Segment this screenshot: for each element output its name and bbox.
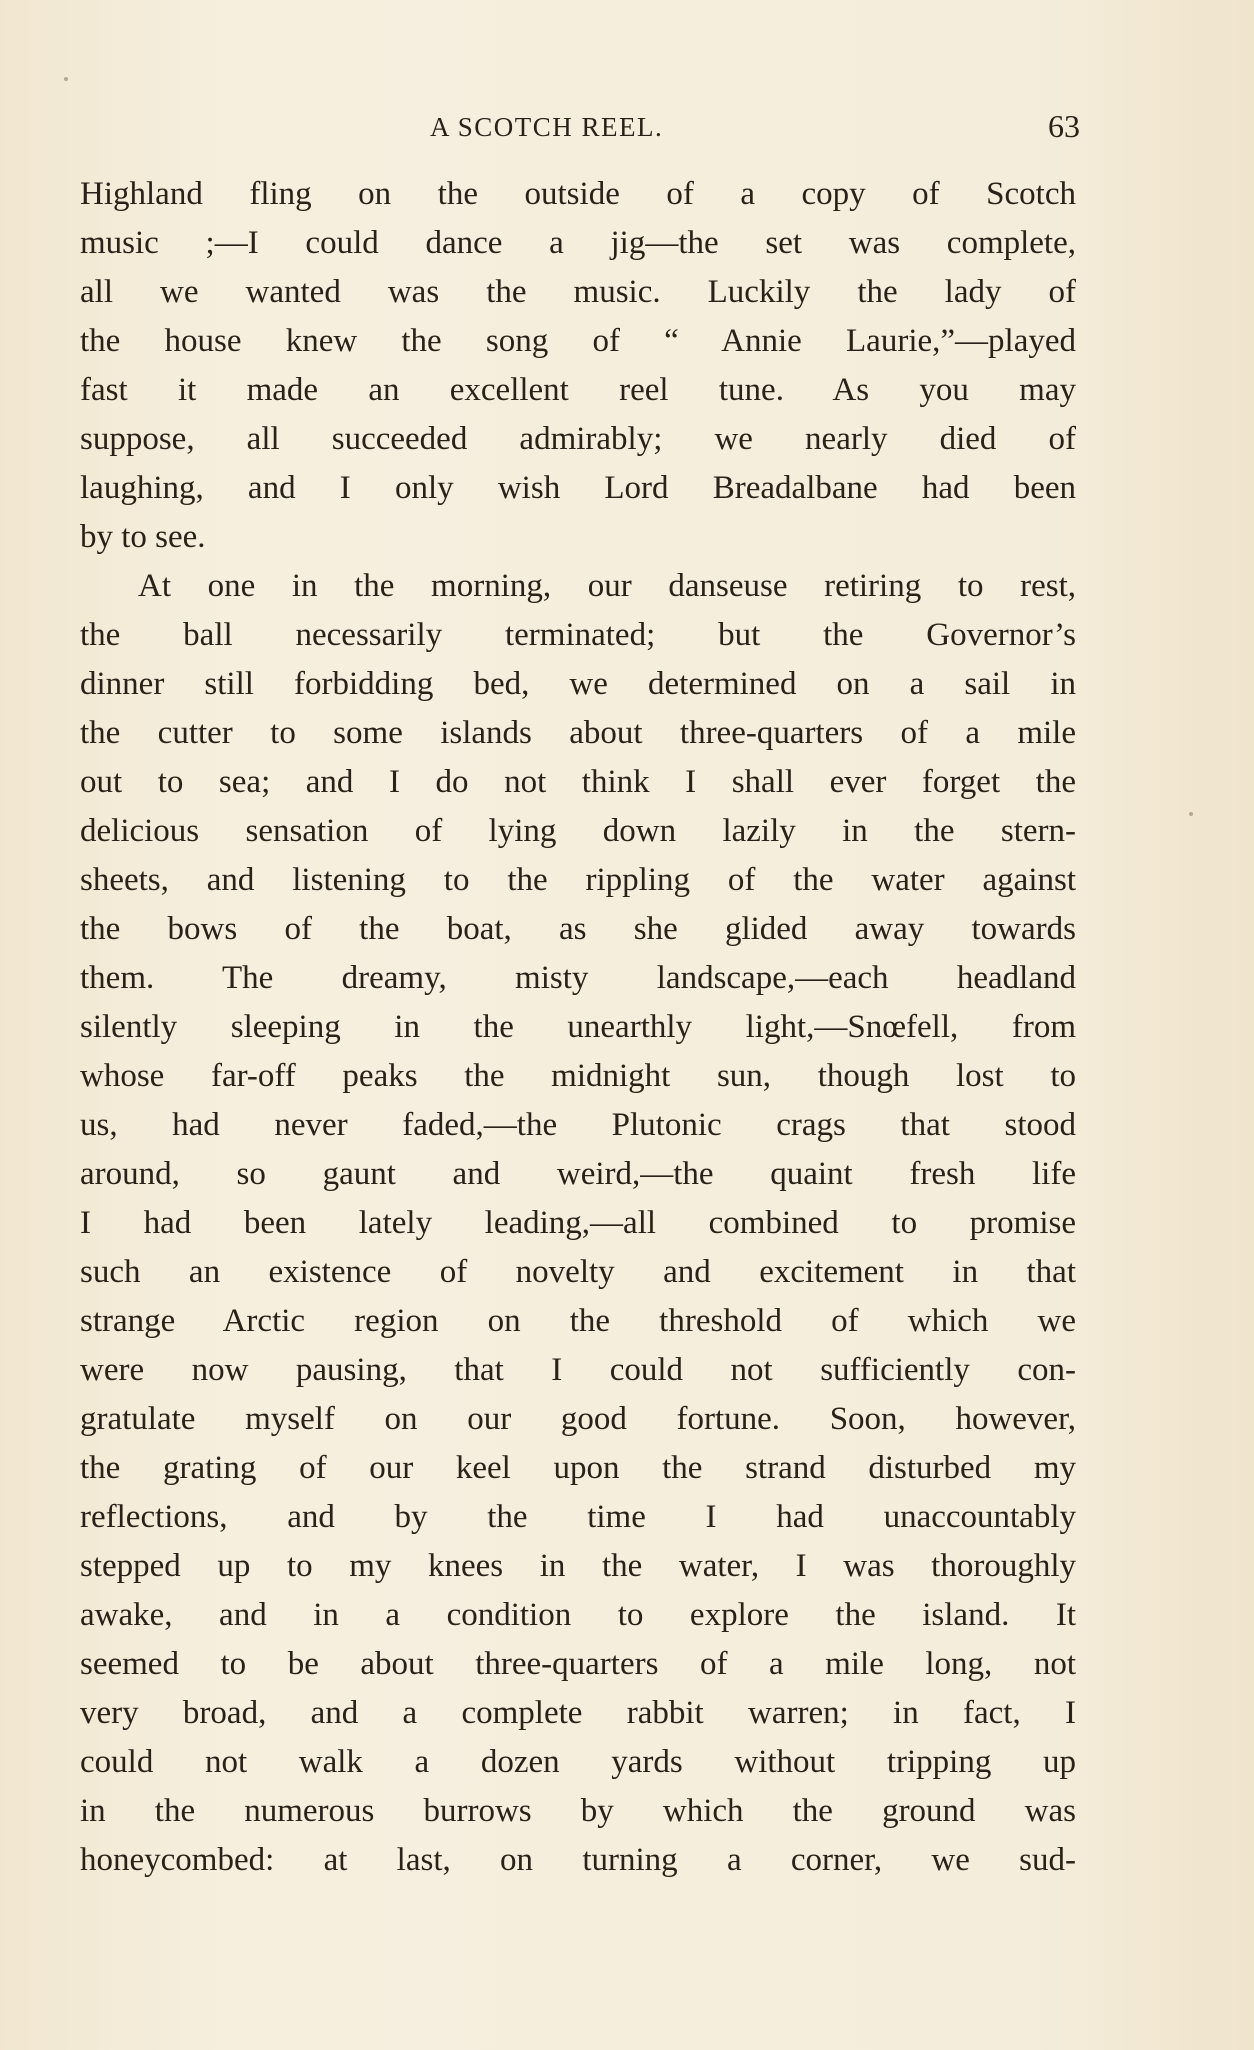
- text-line: could not walk a dozen yards without tripping up: [80, 1744, 1076, 1780]
- text-line: in the numerous burrows by which the ground was: [80, 1793, 1076, 1829]
- text-line: music ;—I could dance a jig—the set was complete,: [80, 225, 1076, 261]
- text-line: reflections, and by the time I had unaccountably: [80, 1499, 1076, 1535]
- text-line: sheets, and listening to the rippling of the water against: [80, 862, 1076, 898]
- text-line: whose far-off peaks the midnight sun, though lost to: [80, 1058, 1076, 1094]
- text-line: strange Arctic region on the threshold of which we: [80, 1303, 1076, 1339]
- text-line: suppose, all succeeded admirably; we nearly died of: [80, 421, 1076, 457]
- text-line: gratulate myself on our good fortune. Soon, however,: [80, 1401, 1076, 1437]
- text-line: very broad, and a complete rabbit warren; in fact, I: [80, 1695, 1076, 1731]
- text-line: all we wanted was the music. Luckily the lady of: [80, 274, 1076, 310]
- text-line: the ball necessarily terminated; but the Governor’s: [80, 617, 1076, 653]
- text-line: around, so gaunt and weird,—the quaint fresh life: [80, 1156, 1076, 1192]
- page-header: [80, 108, 1080, 148]
- text-line: the bows of the boat, as she glided away towards: [80, 911, 1076, 947]
- text-line: stepped up to my knees in the water, I was thoroughly: [80, 1548, 1076, 1584]
- text-line: fast it made an excellent reel tune. As you may: [80, 372, 1076, 408]
- text-line: us, had never faded,—the Plutonic crags that stood: [80, 1107, 1076, 1143]
- text-line: them. The dreamy, misty landscape,—each headland: [80, 960, 1076, 996]
- text-line: by to see.: [80, 519, 206, 555]
- text-line: dinner still forbidding bed, we determined on a sail in: [80, 666, 1076, 702]
- text-line: laughing, and I only wish Lord Breadalbane had been: [80, 470, 1076, 506]
- text-line: out to sea; and I do not think I shall ever forget the: [80, 764, 1076, 800]
- page-speck: [1189, 812, 1193, 816]
- text-line: I had been lately leading,—all combined to promise: [80, 1205, 1076, 1241]
- text-line: silently sleeping in the unearthly light,—Snœfell, from: [80, 1009, 1076, 1045]
- page-speck: [64, 77, 68, 81]
- text-line: the house knew the song of “ Annie Laurie,”—played: [80, 323, 1076, 359]
- running-head: A SCOTCH REEL.: [430, 112, 664, 142]
- text-line: such an existence of novelty and excitement in that: [80, 1254, 1076, 1290]
- text-line: honeycombed: at last, on turning a corner, we sud-: [80, 1842, 1076, 1878]
- text-line: were now pausing, that I could not sufficiently con-: [80, 1352, 1076, 1388]
- body-text: [80, 170, 1076, 1885]
- text-line: the cutter to some islands about three-quarters of a mile: [80, 715, 1076, 751]
- text-line: awake, and in a condition to explore the island. It: [80, 1597, 1076, 1633]
- text-line: Highland fling on the outside of a copy of Scotch: [80, 176, 1076, 212]
- text-line: the grating of our keel upon the strand disturbed my: [80, 1450, 1076, 1486]
- page-number: 63: [1048, 108, 1080, 144]
- paragraph-start-line: At one in the morning, our danseuse retiring to rest,: [138, 568, 1076, 604]
- text-line: seemed to be about three-quarters of a mile long, not: [80, 1646, 1076, 1682]
- text-line: delicious sensation of lying down lazily in the stern-: [80, 813, 1076, 849]
